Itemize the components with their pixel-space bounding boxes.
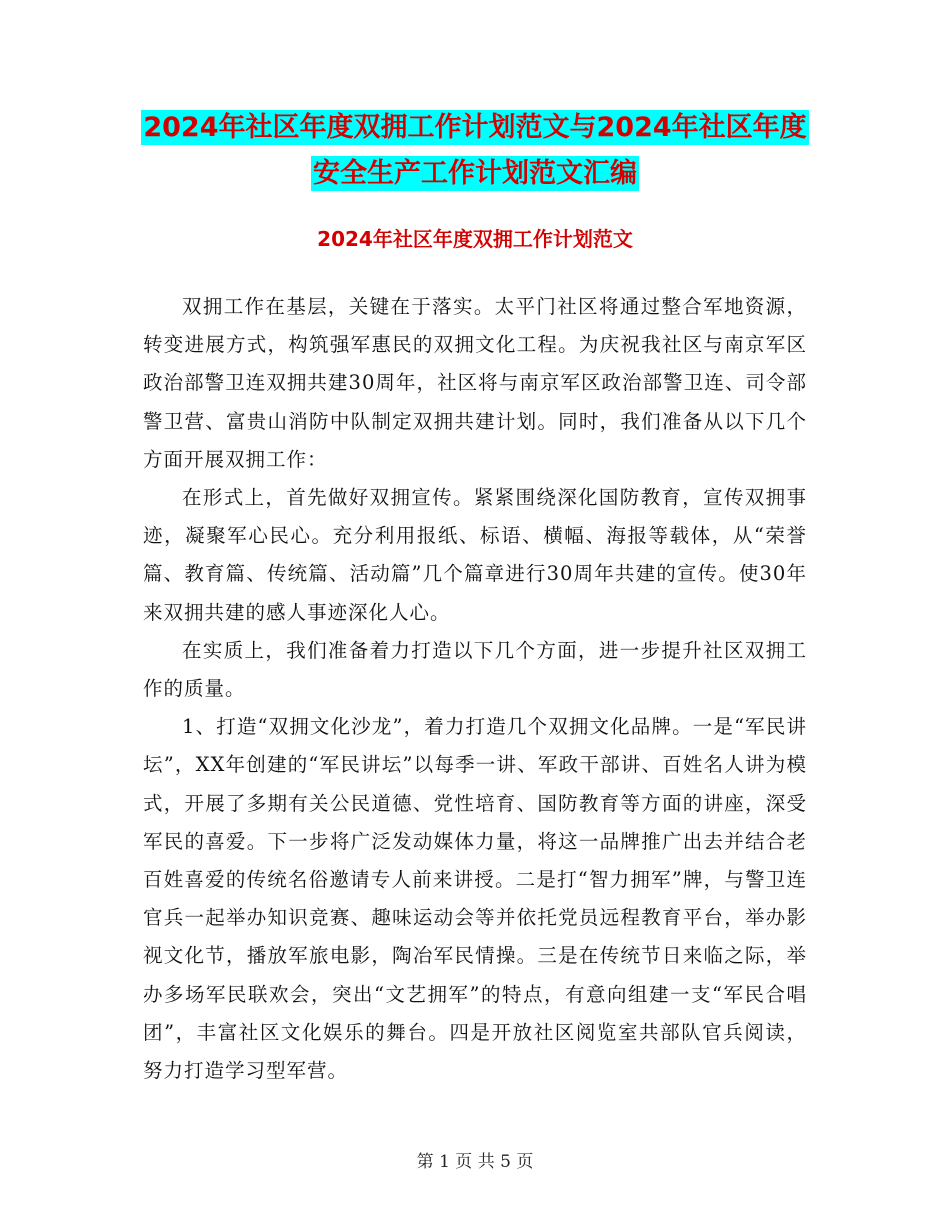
document-title-line-2 — [0, 150, 950, 198]
paragraph-4: 1、打造“双拥文化沙龙”，着力打造几个双拥文化品牌。一是“军民讲坛”，XX年创建的“军民讲坛”以每季一讲、军政干部讲、百姓名人讲为模式，开展了多期有关公民道德、党性培育、国防教育等方面的讲座，深受军民的喜爱。下一步将广泛发动媒体力量，将这一品牌推广出去并结合老百姓喜爱的传统名俗邀请专人前来讲授。二是打“智力拥军”牌，与警卫连官兵一起举办知识竞赛、趣味运动会等并依托党员远程教育平台，举办影视文化节，播放军旅电影，陶冶军民情操。三是在传统节日来临之际，举办多场军民联欢会，突出“文艺拥军”的特点，有意向组建一支“军民合唱团”，丰富社区文化娱乐的舞台。四是开放社区阅览室共部队官兵阅读，努力打造学习型军营。 — [143, 715, 807, 1083]
document-title-text-1: 2024年社区年度双拥工作计划范文与2024年社区年度 — [143, 112, 807, 143]
paragraph-1: 双拥工作在基层，关键在于落实。太平门社区将通过整合军地资源，转变进展方式，构筑强军惠民的双拥文化工程。为庆祝我社区与南京军区政治部警卫连双拥共建30周年，社区将与南京军区政治部警卫连、司令部警卫营、富贵山消防中队制定双拥共建计划。同时，我们准备从以下几个方面开展双拥工作： — [143, 295, 807, 471]
page-number-footer: 第 1 页 共 5 页 — [416, 1152, 534, 1172]
body-text — [143, 288, 807, 1090]
section-title: 2024年社区年度双拥工作计划范文 — [317, 227, 633, 251]
document-title-line-1 — [0, 104, 950, 152]
document-title-text-2: 安全生产工作计划范文汇编 — [313, 158, 637, 189]
paragraph-3: 在实质上，我们准备着力打造以下几个方面，进一步提升社区双拥工作的质量。 — [143, 638, 807, 701]
paragraph-2: 在形式上，首先做好双拥宣传。紧紧围绕深化国防教育，宣传双拥事迹，凝聚军心民心。充分利用报纸、标语、横幅、海报等载体，从“荣誉篇、教育篇、传统篇、活动篇”几个篇章进行30周年共建的宣传。使30年来双拥共建的感人事迹深化人心。 — [143, 486, 807, 624]
